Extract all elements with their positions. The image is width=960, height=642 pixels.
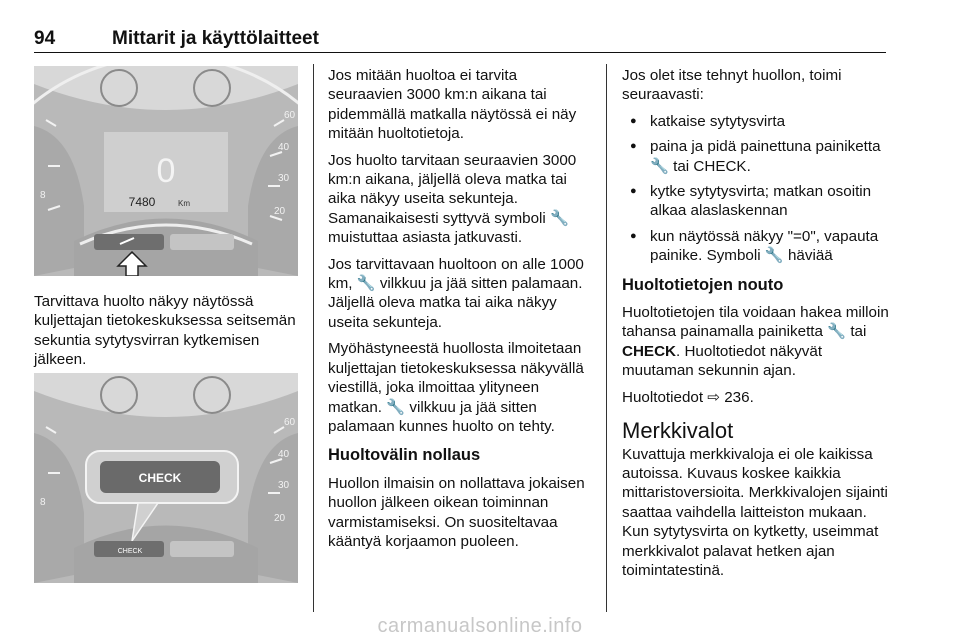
svg-text:30: 30 — [278, 173, 290, 184]
svg-text:40: 40 — [278, 449, 290, 460]
col2-paragraph-3 — [328, 255, 592, 333]
page-reference-icon: ⇨ — [707, 388, 721, 406]
svg-text:40: 40 — [278, 142, 290, 153]
col2-p4-text-b: vilkkuu ja jää sitten palamaan kunnes huolto on tehty. — [328, 398, 555, 435]
col3-p1-check: CHECK — [622, 342, 677, 360]
col3-paragraph-3: Kuvattuja merkkivaloja ei ole kaikissa autoissa. Kuvaus koskee kaikkia mittaristoversioita. Merkkivalojen sijainti saattaa vaihdella laitteiston mukaan. Kun sytytysvirta on kytketty, useimmat merkkivalot palavat hetken ajan toimintatestinä. — [622, 445, 888, 579]
odometer-value: 7480 — [128, 195, 156, 209]
col2-p4-text-a: Myöhästyneestä huollosta ilmoitetaan kuljettajan tietokeskuksessa näkyvällä viestillä, joka ilmoittaa ylityneen matkan. — [328, 340, 584, 416]
display-digit: 0 — [156, 152, 176, 190]
figure-cluster-check-button — [34, 373, 298, 583]
b2-text-b: tai CHECK. — [668, 157, 751, 175]
wrench-icon: 🔧 — [764, 247, 784, 265]
col2-paragraph-5: Huollon ilmaisin on nollattava jokaisen huollon jälkeen oikean toiminnan varmistamiseksi. On suositeltavaa kääntyä korjaamon puoleen. — [328, 474, 585, 550]
column-2 — [328, 66, 592, 558]
col3-p1-text-b: tai — [846, 323, 867, 341]
col2-p3-text-a: Jos tarvittavaan huoltoon on alle 1000 km, — [328, 255, 584, 293]
svg-text:30: 30 — [278, 480, 290, 491]
list-item — [622, 227, 890, 266]
svg-text:60: 60 — [284, 110, 296, 121]
cluster-illustration-1 — [34, 66, 298, 276]
col3-paragraph-1 — [622, 303, 890, 381]
list-item — [622, 137, 890, 176]
column-1 — [34, 292, 296, 377]
page-title: Mittarit ja käyttölaitteet — [112, 28, 319, 49]
wrench-icon: 🔧 — [386, 398, 406, 416]
check-button-label: CHECK — [117, 548, 143, 555]
col2-paragraph-4 — [328, 339, 592, 436]
column-3 — [622, 66, 890, 587]
col3-p2-text-a: Huoltotiedot — [622, 388, 708, 406]
col3-paragraph-2 — [622, 388, 890, 407]
col3-intro: Jos olet itse tehnyt huollon, toimi seuraavasti: — [622, 67, 842, 104]
heading-service-reset: Huoltovälin nollaus — [328, 446, 481, 465]
page-number: 94 — [34, 28, 56, 49]
b4-text-b: häviää — [783, 247, 833, 265]
page-header — [34, 28, 886, 53]
col3-p1-text-d: . Huoltotiedot näkyvät muutaman sekunnin ajan. — [622, 342, 823, 380]
column-divider-2 — [606, 64, 607, 612]
col2-paragraph-2 — [328, 151, 592, 248]
b2-text-a: paina ja pidä painettuna painiketta — [650, 138, 881, 156]
wrench-icon: 🔧 — [356, 275, 376, 293]
wrench-icon: 🔧 — [650, 157, 669, 175]
svg-text:20: 20 — [274, 206, 286, 217]
col2-p2-text-a: Jos huolto tarvitaan seuraavien 3000 km:n aikana, jäljellä oleva matka tai aika näkyy useita sekunteja. Samanaikaisesti syttyvä symboli — [328, 151, 577, 227]
svg-text:60: 60 — [284, 417, 296, 428]
wrench-icon: 🔧 — [549, 209, 569, 227]
col1-paragraph-1: Tarvittava huolto näkyy näytössä kuljettajan tietokeskuksessa seitsemän sekuntia sytytysvirran kytkemisen jälkeen. — [34, 293, 296, 369]
wrench-button — [94, 234, 164, 250]
b4-text-a: kun näytössä näkyy "=0", vapauta painike. Symboli — [650, 227, 879, 265]
list-item: ● katkaise sytytysvirta — [622, 112, 890, 131]
watermark: carmanualsonline.info — [377, 615, 583, 637]
reset-steps-list — [622, 112, 890, 266]
svg-text:8: 8 — [40, 497, 46, 508]
wrench-icon: 🔧 — [827, 323, 847, 341]
figure-cluster-service-display — [34, 66, 298, 276]
heading-warning-lights: Merkkivalot — [622, 418, 734, 444]
col2-paragraph-1: Jos mitään huoltoa ei tarvita seuraavien 3000 km:n aikana tai pidemmällä matkalla näytössä ei näy mitään huoltotietoja. — [328, 67, 577, 143]
odometer-unit: Km — [178, 199, 190, 208]
col2-p3-text-b: vilkkuu ja jää sitten palamaan. Jäljellä oleva matka tai aika näkyy useita sekunteja. — [328, 275, 583, 331]
col2-p2-text-b: muistuttaa asiasta jatkuvasti. — [328, 229, 523, 247]
col3-p1-text-a: Huoltotietojen tila voidaan hakea milloin tahansa painamalla painiketta — [622, 304, 889, 341]
svg-text:8: 8 — [40, 190, 46, 201]
cluster-illustration-2 — [34, 373, 298, 583]
col3-p2-text-b: 236. — [720, 388, 754, 406]
column-divider-1 — [313, 64, 314, 612]
list-item: ● kytke sytytysvirta; matkan osoitin alkaa alaslaskennan — [622, 182, 890, 221]
check-label-zoomed: CHECK — [138, 471, 182, 485]
heading-service-info-retrieval: Huoltotietojen nouto — [622, 275, 784, 294]
svg-text:20: 20 — [274, 513, 286, 524]
